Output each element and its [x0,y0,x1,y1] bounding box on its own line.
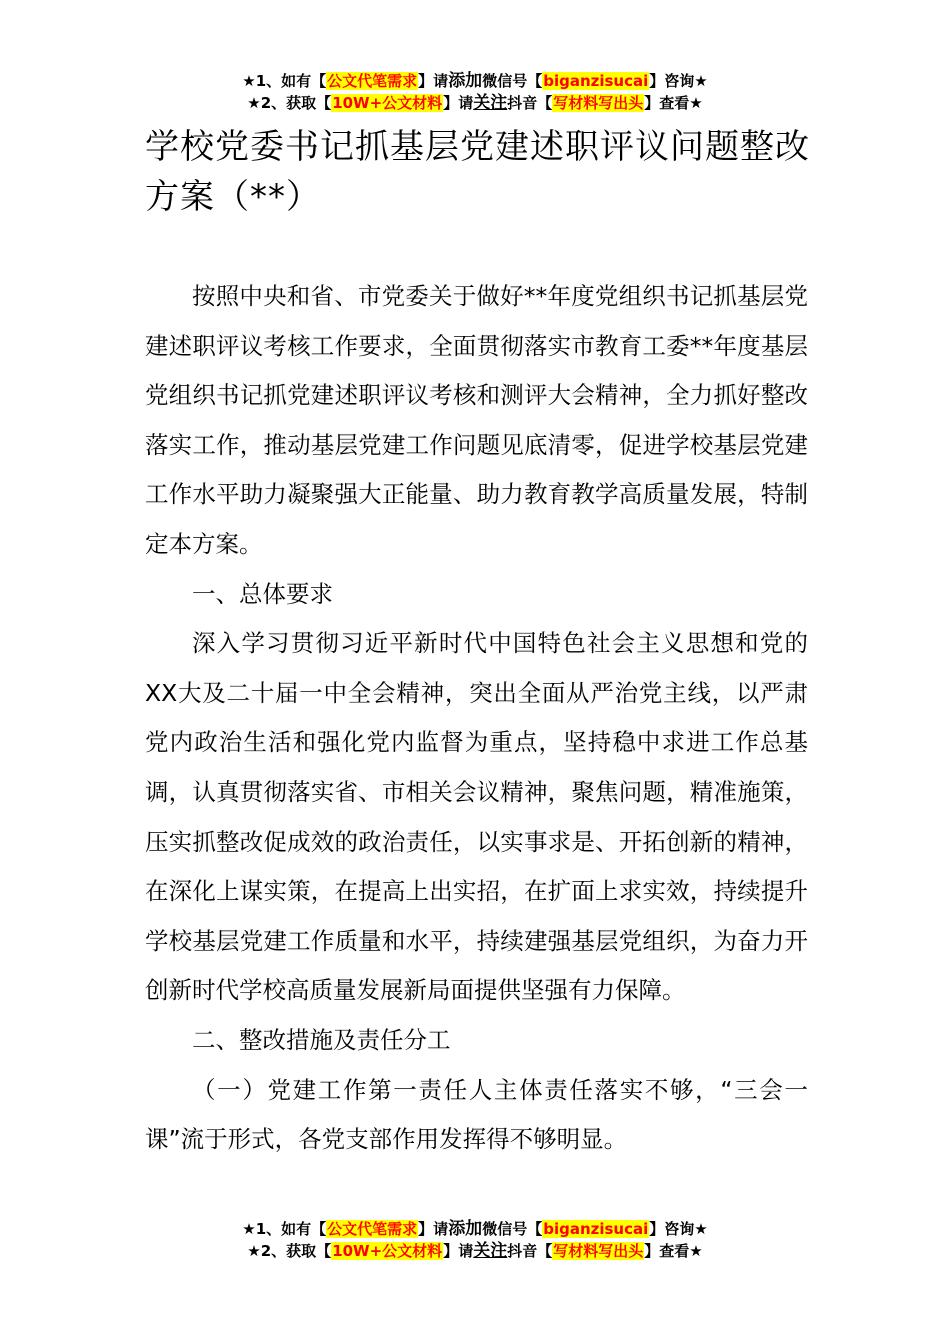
banner-text: 】请 [443,94,474,112]
banner-highlight-douyin: 写材料写出头 [553,94,644,112]
banner-emphasis: 关注 [473,93,508,113]
footer-banner [0,1218,950,1262]
banner-emphasis: 添加 [448,71,483,91]
banner-text: 】咨询★ [649,72,708,90]
paragraph-item-1: （一）党建工作第一责任人主体责任落实不够，“三会一课”流于形式，各党支部作用发挥得不够明显。 [145,1075,808,1154]
banner-highlight-wechat: biganzisucai [543,72,649,90]
section-heading-1: 一、总体要求 [192,579,333,608]
banner-emphasis: 添加 [448,1219,483,1239]
banner-text: 抖音【 [507,1242,553,1260]
banner-emphasis: 关注 [473,1241,508,1261]
header-banner [0,70,950,114]
banner-text: ★2、获取【 [247,1242,332,1260]
document-title: 学校党委书记抓基层党建述职评议问题整改方案（**） [145,127,810,217]
document-body [145,272,808,1165]
banner-line-1 [0,70,950,92]
banner-text: 微信号【 [482,72,543,90]
banner-highlight: 公文代笔需求 [327,72,418,90]
banner-text: 抖音【 [507,94,553,112]
banner-text: 】请 [443,1242,474,1260]
banner-text: 】请 [418,72,449,90]
banner-text: 微信号【 [482,1220,543,1238]
banner-line-2 [0,92,950,114]
banner-highlight: 10W+公文材料 [332,1242,443,1260]
banner-text: 】查看★ [644,94,703,112]
banner-line-2 [0,1240,950,1262]
banner-text: ★1、如有【 [242,1220,327,1238]
paragraph-intro: 按照中央和省、市党委关于做好**年度党组织书记抓基层党建述职评议考核工作要求，全面贯彻落实市教育工委**年度基层党组织书记抓党建述职评议考核和测评大会精神，全力抓好整改落实工作，推动基层党建工作问题见底清零，促进学校基层党建工作水平助力凝聚强大正能量、助力教育教学高质量发展，特制定本方案。 [145,282,808,558]
section-heading-2: 二、整改措施及责任分工 [192,1025,451,1054]
banner-highlight-douyin: 写材料写出头 [553,1242,644,1260]
banner-line-1 [0,1218,950,1240]
banner-highlight-wechat: biganzisucai [543,1220,649,1238]
banner-text: 】查看★ [644,1242,703,1260]
paragraph-requirements: 深入学习贯彻习近平新时代中国特色社会主义思想和党的XX大及二十届一中全会精神，突出全面从严治党主线，以严肃党内政治生活和强化党内监督为重点，坚持稳中求进工作总基调，认真贯彻落实省、市相关会议精神，聚焦问题，精准施策，压实抓整改促成效的政治责任，以实事求是、开拓创新的精神，在深化上谋实策，在提高上出实招，在扩面上求实效，持续提升学校基层党建工作质量和水平，持续建强基层党组织，为奋力开创新时代学校高质量发展新局面提供坚强有力保障。 [145,629,808,1005]
banner-text: 】请 [418,1220,449,1238]
banner-text: 】咨询★ [649,1220,708,1238]
banner-highlight: 10W+公文材料 [332,94,443,112]
banner-text: ★1、如有【 [242,72,327,90]
banner-highlight: 公文代笔需求 [327,1220,418,1238]
banner-text: ★2、获取【 [247,94,332,112]
